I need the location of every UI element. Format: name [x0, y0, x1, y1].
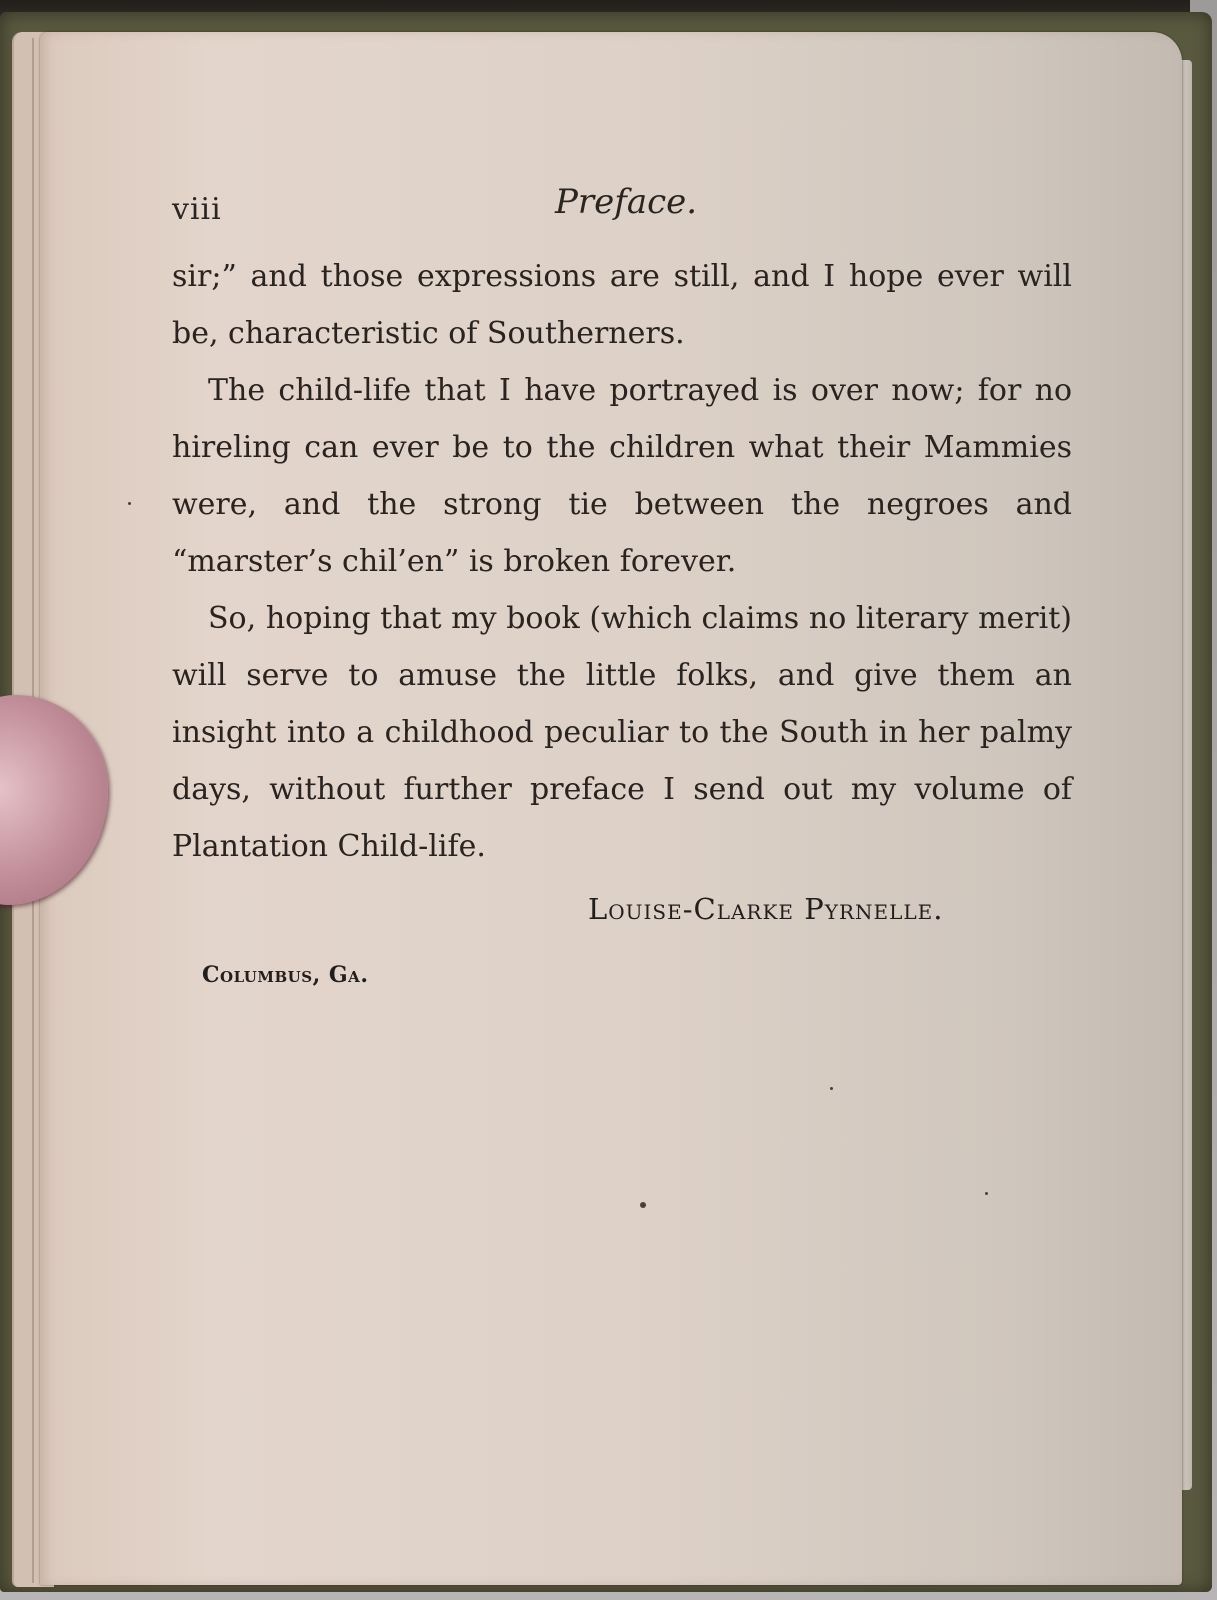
paragraph-1: sir;” and those expressions are still, and I hope ever will be, characteristic of Southerners.	[172, 259, 1072, 351]
paper-speck	[640, 1202, 646, 1208]
paper-speck	[128, 502, 131, 505]
paper-speck	[830, 1087, 833, 1090]
place-line: Columbus, Ga.	[202, 962, 369, 988]
paragraph-2: The child-life that I have portrayed is over now; for no hireling can ever be to the children what their Mammies were, and the strong tie between the negroes and “marster’s chil’en” is broken forever.	[172, 373, 1072, 579]
author-signature: Louise-Clarke Pyrnelle.	[588, 892, 944, 926]
book-page	[40, 32, 1182, 1585]
running-title: Preface.	[555, 182, 698, 222]
paper-speck	[985, 1192, 988, 1195]
running-head	[40, 182, 1182, 232]
body-text	[172, 248, 1072, 875]
page-number: viii	[172, 192, 222, 227]
paragraph-3: So, hoping that my book (which claims no literary merit) will serve to amuse the little folks, and give them an insight into a childhood peculiar to the South in her palmy days, without further preface I send out my volume of Plantation Child-life.	[172, 601, 1072, 864]
